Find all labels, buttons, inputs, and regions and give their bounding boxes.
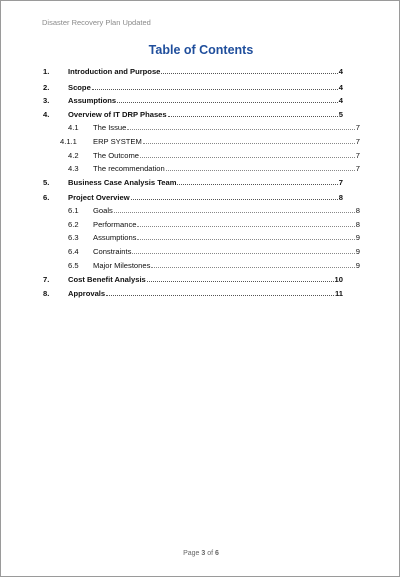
toc-entry-goals[interactable] xyxy=(68,206,360,216)
toc-entry-title: Major Milestones xyxy=(93,261,151,270)
toc-entry-title: Assumptions xyxy=(93,233,137,242)
toc-entry-title: ERP SYSTEM xyxy=(93,137,142,146)
toc-entry-number: 1. xyxy=(43,67,50,76)
toc-dot-leader xyxy=(127,129,354,130)
toc-entry-title: Introduction and Purpose xyxy=(68,67,161,76)
toc-entry-number: 3. xyxy=(43,96,50,105)
toc-entry-number: 5. xyxy=(43,178,50,187)
toc-dot-leader xyxy=(140,157,355,158)
toc-dot-leader xyxy=(131,199,338,200)
page-footer xyxy=(1,550,400,557)
toc-entry-project-overview[interactable] xyxy=(43,193,343,203)
toc-entry-title: Approvals xyxy=(68,289,106,298)
toc-entry-title: Assumptions xyxy=(68,96,117,105)
toc-entry-title: Goals xyxy=(93,206,113,215)
toc-dot-leader xyxy=(147,281,334,282)
toc-entry-number: 4.1 xyxy=(68,123,79,132)
toc-entry-page: 11 xyxy=(334,289,343,298)
footer-page-label: Page xyxy=(183,550,200,557)
toc-entry-number: 6.2 xyxy=(68,220,79,229)
toc-entry-page: 5 xyxy=(338,110,343,119)
toc-entry-title: Overview of IT DRP Phases xyxy=(68,110,167,119)
footer-of-label: of xyxy=(207,550,214,557)
toc-entry-number: 2. xyxy=(43,83,50,92)
toc-entry-number: 6. xyxy=(43,193,50,202)
toc-entry-title: Performance xyxy=(93,220,137,229)
document-header: Disaster Recovery Plan Updated xyxy=(42,18,151,27)
toc-title: Table of Contents xyxy=(148,43,254,57)
toc-entry-page: 8 xyxy=(355,206,360,215)
toc-entry-title: Scope xyxy=(68,83,91,92)
toc-entry-page: 9 xyxy=(355,233,360,242)
toc-dot-leader xyxy=(137,226,354,227)
toc-entry-constraints[interactable] xyxy=(68,247,360,257)
toc-entry-page: 4 xyxy=(338,67,343,76)
toc-entry-number: 4. xyxy=(43,110,50,119)
toc-entry-title: The Outcome xyxy=(93,151,140,160)
toc-entry-title: Business Case Analysis Team xyxy=(68,178,177,187)
toc-dot-leader xyxy=(168,116,338,117)
toc-dot-leader xyxy=(177,184,337,185)
toc-entry-page: 7 xyxy=(355,164,360,173)
toc-entry-number: 6.4 xyxy=(68,247,79,256)
toc-entry-page: 10 xyxy=(334,275,343,284)
toc-dot-leader xyxy=(132,253,354,254)
toc-entry-assumptions[interactable] xyxy=(43,96,343,106)
toc-entry-the-issue[interactable] xyxy=(68,123,360,133)
toc-entry-introduction[interactable] xyxy=(43,67,343,77)
toc-dot-leader xyxy=(92,89,338,90)
toc-entry-number: 8. xyxy=(43,289,50,298)
toc-entry-title: The recommendation xyxy=(93,164,165,173)
toc-entry-page: 7 xyxy=(355,123,360,132)
toc-entry-title: Cost Benefit Analysis xyxy=(68,275,146,284)
toc-dot-leader xyxy=(161,73,337,74)
toc-entry-major-milestones[interactable] xyxy=(68,261,360,271)
toc-entry-number: 4.1.1 xyxy=(60,137,77,146)
toc-entry-scope[interactable] xyxy=(43,83,343,93)
toc-entry-project-assumptions[interactable] xyxy=(68,233,360,243)
toc-entry-number: 6.1 xyxy=(68,206,79,215)
toc-dot-leader xyxy=(151,267,354,268)
toc-dot-leader xyxy=(137,239,354,240)
toc-entry-number: 6.5 xyxy=(68,261,79,270)
toc-entry-business-case-team[interactable] xyxy=(43,178,343,188)
toc-entry-number: 7. xyxy=(43,275,50,284)
toc-entry-number: 4.3 xyxy=(68,164,79,173)
toc-entry-title: The Issue xyxy=(93,123,127,132)
toc-entry-number: 6.3 xyxy=(68,233,79,242)
footer-total-pages: 6 xyxy=(215,550,219,557)
toc-entry-page: 8 xyxy=(338,193,343,202)
toc-entry-erp-system[interactable] xyxy=(60,137,360,147)
toc-entry-number: 4.2 xyxy=(68,151,79,160)
toc-entry-approvals[interactable] xyxy=(43,289,343,299)
toc-entry-page: 4 xyxy=(338,96,343,105)
footer-current-page: 3 xyxy=(201,550,206,557)
toc-entry-page: 7 xyxy=(355,137,360,146)
toc-entry-page: 7 xyxy=(338,178,343,187)
toc-entry-title: Constraints xyxy=(93,247,132,256)
toc-entry-the-recommendation[interactable] xyxy=(68,164,360,174)
toc-entry-the-outcome[interactable] xyxy=(68,151,360,161)
toc-dot-leader xyxy=(117,102,338,103)
toc-entry-page: 8 xyxy=(355,220,360,229)
toc-entry-page: 9 xyxy=(355,247,360,256)
toc-entry-performance[interactable] xyxy=(68,220,360,230)
toc-entry-page: 7 xyxy=(355,151,360,160)
toc-entry-title: Project Overview xyxy=(68,193,130,202)
toc-entry-cost-benefit-analysis[interactable] xyxy=(43,275,343,285)
toc-dot-leader xyxy=(114,212,355,213)
toc-dot-leader xyxy=(106,295,334,296)
toc-entry-page: 9 xyxy=(355,261,360,270)
toc-entry-overview-drp-phases[interactable] xyxy=(43,110,343,120)
toc-entry-page: 4 xyxy=(338,83,343,92)
toc-dot-leader xyxy=(166,170,355,171)
toc-dot-leader xyxy=(143,143,355,144)
